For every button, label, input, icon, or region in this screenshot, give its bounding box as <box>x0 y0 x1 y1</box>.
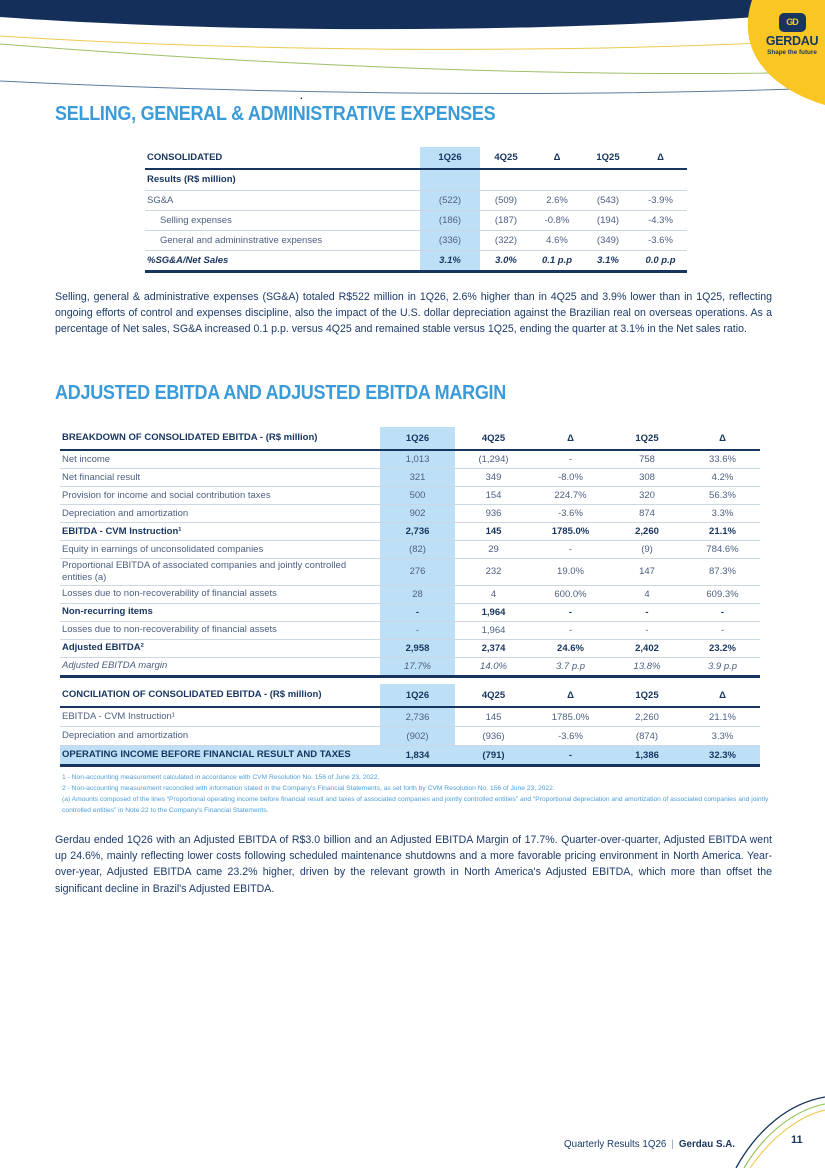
column-header: Δ <box>719 689 726 701</box>
sgna-table-header <box>145 147 687 170</box>
conciliation-table-header <box>60 684 760 708</box>
table-row: Depreciation and amortization (902) (936) -3.6% (874) 3.3% <box>60 726 760 745</box>
column-header: Δ <box>567 689 574 701</box>
table-row: Losses due to non-recoverability of financial assets 28 4 600.0% 4 609.3% <box>60 585 760 603</box>
table-row: EBITDA - CVM Instruction¹ 2,736 145 1785.0% 2,260 21.1% <box>60 522 760 540</box>
column-header: 1Q26 <box>380 427 455 449</box>
table-row: Net financial result 321 349 -8.0% 308 4.2% <box>60 468 760 486</box>
column-header: BREAKDOWN OF CONSOLIDATED EBITDA - (R$ million) <box>62 432 318 444</box>
table-row: Selling expenses (186) (187) -0.8% (194) -4.3% <box>145 210 687 230</box>
table-row: EBITDA - CVM Instruction¹ 2,736 145 1785.0% 2,260 21.1% <box>60 708 760 726</box>
footer-report-title: Quarterly Results 1Q26 <box>564 1139 667 1150</box>
body-paragraph-ebitda: Gerdau ended 1Q26 with an Adjusted EBITDA of R$3.0 billion and an Adjusted EBITDA Margin of 17.7%. Quarter-over-quarter, Adjusted EBITDA went up 24.6%, mainly reflecting lower costs following scheduled maintenance shutdowns and a more favorable pricing environment in North America. Year-over-year, Adjusted EBITDA came 23.2% higher, driven by the relevant growth in North America's Adjusted EBITDA, which more than offset the significant decline in Brazil's Adjusted EBITDA. <box>55 834 772 895</box>
table-row: Adjusted EBITDA² 2,958 2,374 24.6% 2,402 23.2% <box>60 639 760 657</box>
column-header: 1Q26 <box>380 684 455 706</box>
gerdau-tagline: Shape the future <box>767 48 817 56</box>
column-header: 4Q25 <box>481 432 506 444</box>
column-header: Δ <box>719 432 726 444</box>
footnote: 2 - Non-accounting measurement reconciled with information stated in the Company's Financial Statements, as set forth by CVM Resolution No. 156 of June 23, 2022. <box>62 785 555 793</box>
column-header: 4Q25 <box>494 152 518 163</box>
table-row: Depreciation and amortization 902 936 -3.6% 874 3.3% <box>60 504 760 522</box>
footer-separator: | <box>671 1139 674 1150</box>
table-row: Net income 1,013 (1,294) - 758 33.6% <box>60 451 760 468</box>
column-header: 1Q25 <box>596 152 620 163</box>
page-number: 11 <box>791 1134 803 1146</box>
table-row: OPERATING INCOME BEFORE FINANCIAL RESULT AND TAXES 1,834 (791) - 1,386 32.3% <box>60 745 760 764</box>
column-header: 4Q25 <box>481 689 506 701</box>
ebitda-conciliation-table <box>60 684 760 767</box>
column-header: 1Q25 <box>635 689 659 701</box>
table-row: SG&A (522) (509) 2.6% (543) -3.9% <box>145 190 687 210</box>
table-row: Provision for income and social contribution taxes 500 154 224.7% 320 56.3% <box>60 486 760 504</box>
gerdau-wordmark: GERDAU <box>765 33 819 48</box>
table-row: Proportional EBITDA of associated companies and jointly controlled entities (a) 276 232 19.0% 147 87.3% <box>60 558 760 585</box>
body-paragraph-sgna: Selling, general & administrative expenses (SG&A) totaled R$522 million in 1Q26, 2.6% higher than in 4Q25 and 3.9% lower than in 1Q25, reflecting ongoing efforts of control and expenses discipline, also the impact of the U.S. dollar depreciation against the Brazilian real on overseas operations. As a percentage of Net sales, SG&A increased 0.1 p.p. versus 4Q25 and remained stable versus 1Q25, ending the quarter at 3.1% in the Net sales ratio. <box>55 291 772 336</box>
column-header: CONSOLIDATED <box>147 151 223 163</box>
sgna-table <box>145 147 687 273</box>
footnote: (a) Amounts composed of the lines “Proportional operating income before financial result and taxes of associated companies and jointly controlled entities” and “Proportional depreciation and amortization of associated companies and jointly controlled entities” in Note 22 to the Company's Financial Statements. <box>62 796 769 815</box>
table-row: Equity in earnings of unconsolidated companies (82) 29 - (9) 784.6% <box>60 540 760 558</box>
table-row: %SG&A/Net Sales 3.1% 3.0% 0.1 p.p 3.1% 0.0 p.p <box>145 250 687 270</box>
header-wave-decoration <box>0 0 825 115</box>
table-row: General and admininstrative expenses (336) (322) 4.6% (349) -3.6% <box>145 230 687 250</box>
column-header: 1Q25 <box>635 432 659 444</box>
table-row: Losses due to non-recoverability of financial assets - 1,964 - - - <box>60 621 760 639</box>
page-title-sgna: SELLING, GENERAL & ADMINISTRATIVE EXPENSES <box>55 103 496 125</box>
footer-brand: Gerdau S.A. <box>678 1139 735 1150</box>
footer-arc-decoration <box>725 1090 825 1168</box>
sgna-table-subheader: Results (R$ million) <box>145 170 687 190</box>
breakdown-table-header <box>60 427 760 451</box>
column-header: 1Q26 <box>420 147 480 168</box>
column-header: Δ <box>553 152 561 163</box>
gerdau-monogram-icon: GD <box>779 13 806 32</box>
page-title-ebitda: ADJUSTED EBITDA AND ADJUSTED EBITDA MARGIN <box>55 382 507 404</box>
column-header: Δ <box>657 152 664 163</box>
table-footnotes <box>62 772 772 816</box>
gerdau-logo <box>762 12 822 56</box>
table-row: Adjusted EBITDA margin 17.7% 14.0% 3.7 p.p 13.8% 3.9 p.p <box>60 657 760 675</box>
column-header: Δ <box>567 432 574 444</box>
table-row: Non-recurring items - 1,964 - - - <box>60 603 760 621</box>
footer-label <box>564 1139 735 1150</box>
ebitda-breakdown-table <box>60 427 760 678</box>
column-header: CONCILIATION OF CONSOLIDATED EBITDA - (R$ million) <box>62 689 322 701</box>
footnote: 1 - Non-accounting measurement calculated in accordance with CVM Resolution No. 156 of June 23, 2022. <box>62 774 380 781</box>
stray-dot: . <box>300 91 303 102</box>
